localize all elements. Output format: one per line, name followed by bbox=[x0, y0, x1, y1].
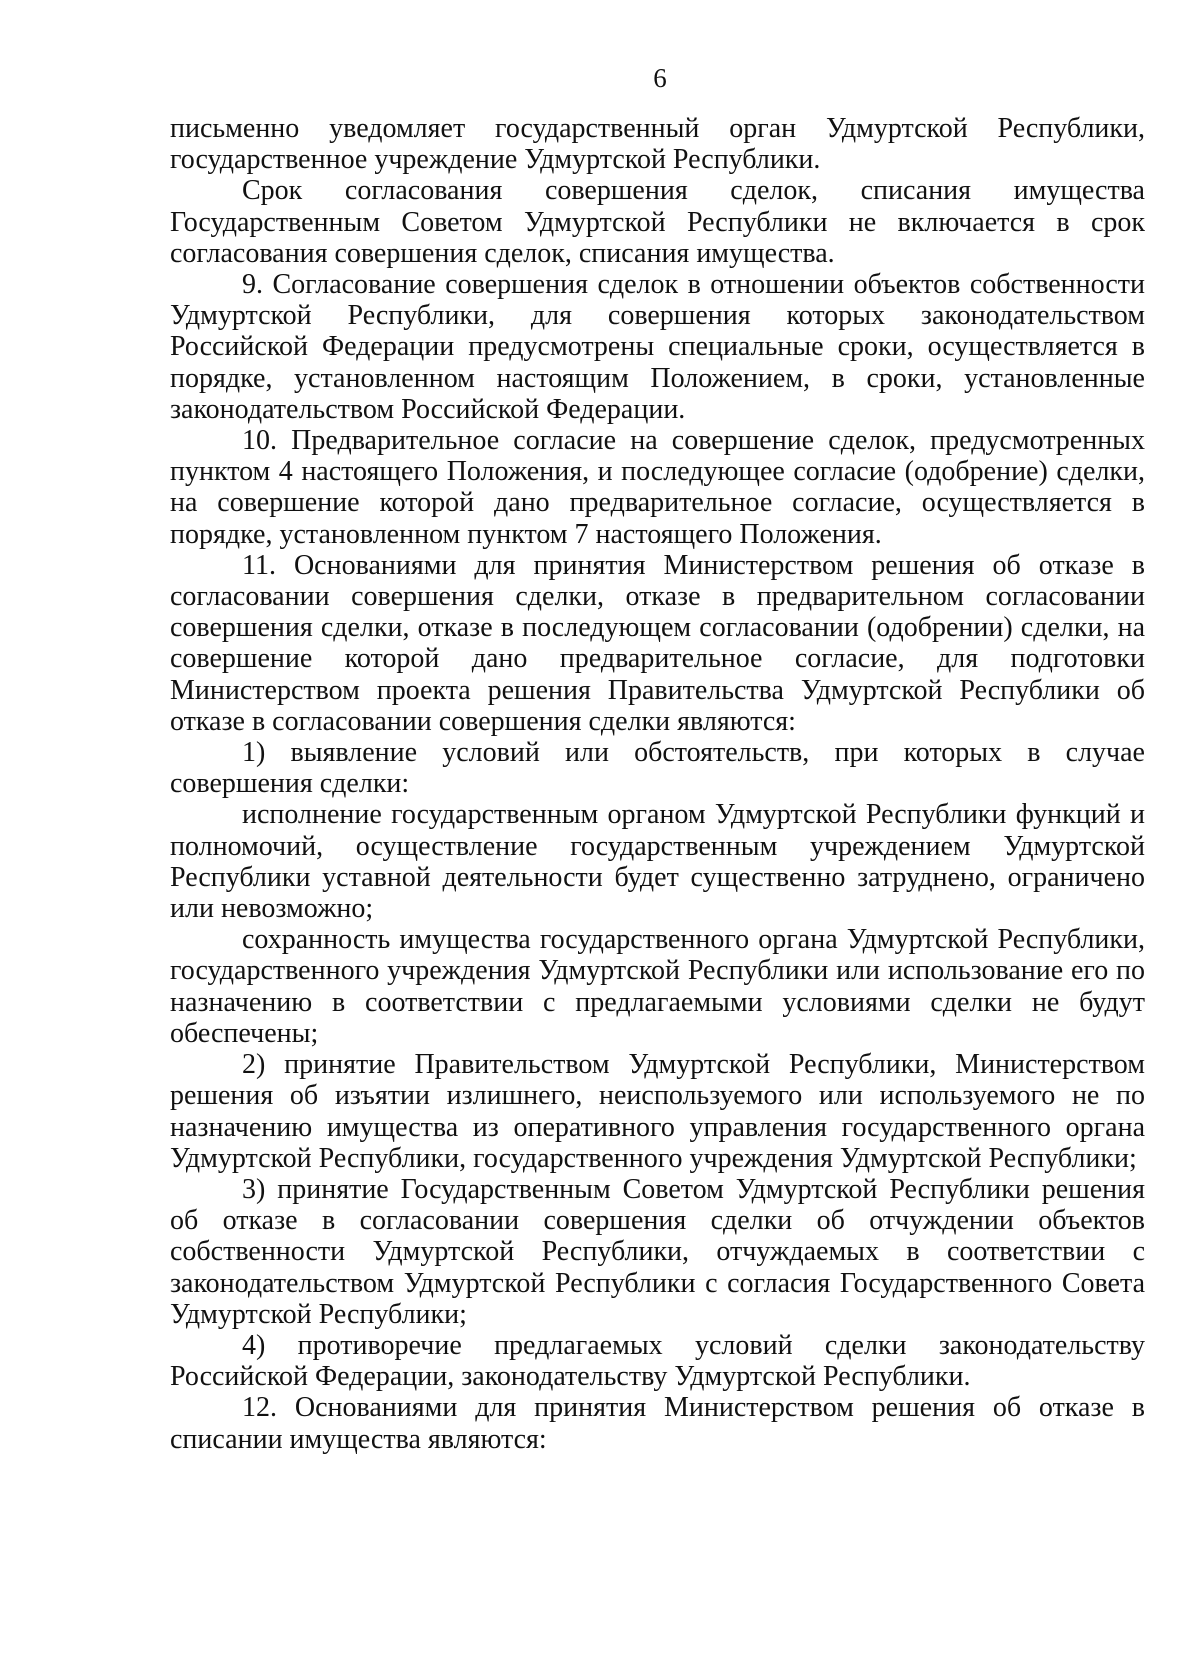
paragraph-continuation: письменно уведомляет государственный орган Удмуртской Республики, государственное учреждение Удмуртской Республики. bbox=[170, 113, 1145, 176]
page-number: 6 bbox=[653, 63, 667, 93]
paragraph-10: 10. Предварительное согласие на совершение сделок, предусмотренных пунктом 4 настоящего Положения, и последующее согласие (одобрение) сделки, на совершение которой дано предварительное согласие, осуществляется в порядке, установленном пунктом 7 настоящего Положения. bbox=[170, 425, 1145, 550]
paragraph-11-item-4: 4) противоречие предлагаемых условий сделки законодательству Российской Федерации, законодательству Удмуртской Республики. bbox=[170, 1329, 1145, 1393]
paragraph-11-item-2: 2) принятие Правительством Удмуртской Республики, Министерством решения об изъятии излишнего, неиспользуемого или используемого не по назначению имущества из оперативного управления государственного органа Удмуртской Республики, государственного учреждения Удмуртской Республики; bbox=[170, 1049, 1145, 1174]
paragraph-9: 9. Согласование совершения сделок в отношении объектов собственности Удмуртской Республики, для совершения которых законодательством Российской Федерации предусмотрены специальные сроки, осуществляется в порядке, установленном настоящим Положением, в сроки, установленные законодательством Российской Федерации. bbox=[170, 269, 1145, 425]
document-body bbox=[170, 113, 1145, 1455]
paragraph-11-item-1-sub-2: сохранность имущества государственного органа Удмуртской Республики, государственного учреждения Удмуртской Республики или использование его по назначению в соответствии с предлагаемыми условиями сделки не будут обеспечены; bbox=[170, 924, 1145, 1049]
paragraph-11-item-1-sub-1: исполнение государственным органом Удмуртской Республики функций и полномочий, осуществление государственным учреждением Удмуртской Республики уставной деятельности будет существенно затруднено, ограничено или невозможно; bbox=[170, 799, 1145, 925]
paragraph-approval-term: Срок согласования совершения сделок, списания имущества Государственным Советом Удмуртской Республики не включается в срок согласования совершения сделок, списания имущества. bbox=[170, 175, 1145, 269]
paragraph-11-item-3: 3) принятие Государственным Советом Удмуртской Республики решения об отказе в согласовании совершения сделки об отчуждении объектов собственности Удмуртской Республики, отчуждаемых в соответствии с законодательством Удмуртской Республики с согласия Государственного Совета Удмуртской Республики; bbox=[170, 1173, 1145, 1330]
paragraph-12: 12. Основаниями для принятия Министерством решения об отказе в списании имущества являются: bbox=[170, 1392, 1145, 1455]
paragraph-11-item-1: 1) выявление условий или обстоятельств, при которых в случае совершения сделки: bbox=[170, 737, 1145, 800]
paragraph-11: 11. Основаниями для принятия Министерством решения об отказе в согласовании совершения сделки, отказе в предварительном согласовании совершения сделки, отказе в последующем согласовании (одобрении) сделки, на совершение которой дано предварительное согласие, для подготовки Министерством проекта решения Правительства Удмуртской Республики об отказе в согласовании совершения сделки являются: bbox=[170, 549, 1145, 737]
